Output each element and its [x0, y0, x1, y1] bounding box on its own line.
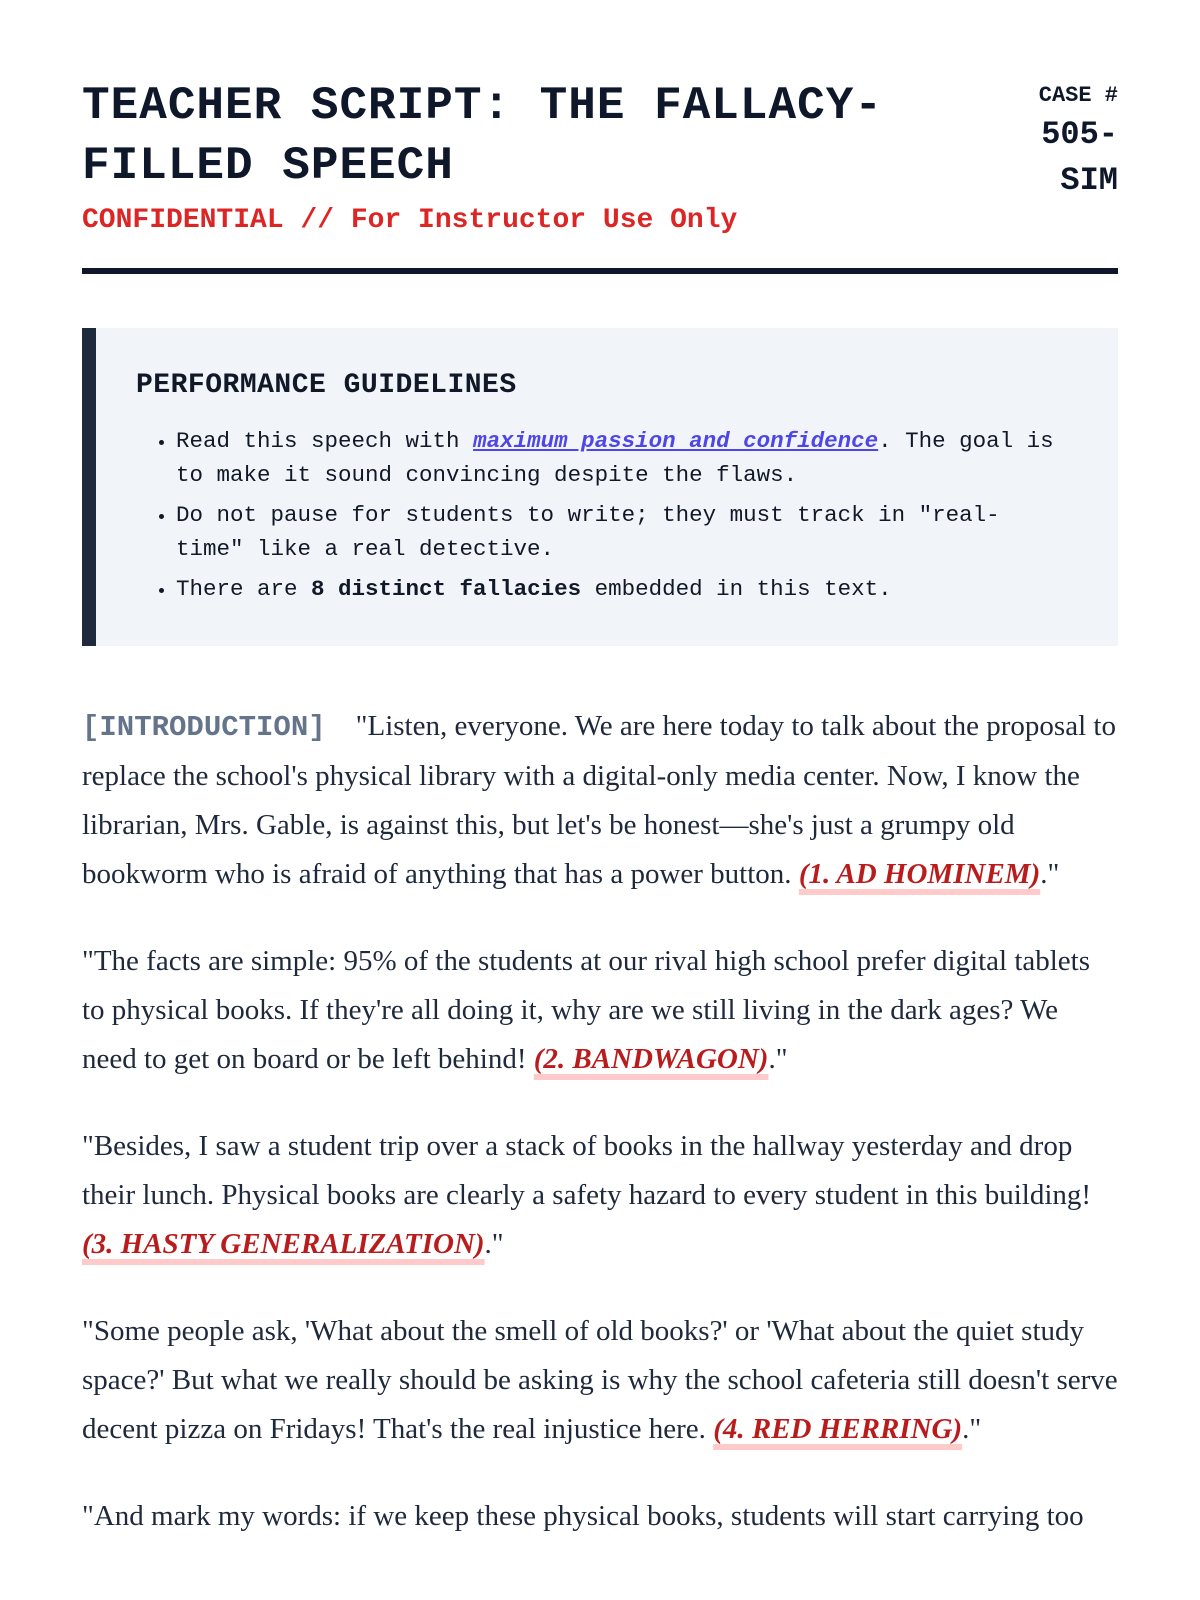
page-title: TEACHER SCRIPT: THE FALLACY-FILLED SPEECH — [82, 80, 883, 192]
paragraph-text: "Listen, everyone. We are here today to talk about the proposal to replace the school's physical library with a digital-only media center. Now, I know the librarian, Mrs. Gable, is against this, but let's be honest—she's just a grumpy old bookworm who is afraid of anything that has a power button. — [82, 710, 1116, 890]
paragraph-text: "And mark my words: if we keep these physical books, students will start carrying too — [82, 1500, 1084, 1532]
guideline-text: Do not pause for students to write; they must track in "real-time" like a real detective. — [176, 502, 1000, 562]
speech-paragraph — [82, 1307, 1118, 1454]
speech-paragraph — [82, 937, 1118, 1084]
paragraph-end: ." — [962, 1413, 982, 1445]
guideline-text: . The goal is to make it sound convincing despite the flaws. — [176, 428, 1054, 488]
guideline-item — [176, 424, 1058, 492]
fallacy-label: (4. RED HERRING) — [713, 1413, 963, 1445]
fallacy-label: (1. AD HOMINEM) — [798, 858, 1041, 890]
speech-body — [82, 702, 1118, 1541]
guideline-text: Read this speech with — [176, 428, 474, 454]
speech-paragraph — [82, 702, 1118, 899]
case-label: CASE # — [1038, 83, 1118, 108]
confidential-subtitle: CONFIDENTIAL // For Instructor Use Only — [82, 205, 738, 236]
guideline-text: embedded in this text. — [581, 576, 892, 602]
case-number: 505-SIM — [1041, 116, 1118, 199]
paragraph-text: "The facts are simple: 95% of the students at our rival high school prefer digital tablets to physical books. If they're all doing it, why are we still living in the dark ages? We need to get on board or be left behind! — [82, 945, 1091, 1075]
guideline-text: There are — [176, 576, 312, 602]
speech-paragraph — [82, 1122, 1118, 1269]
guideline-item — [176, 572, 1058, 606]
guidelines-heading: PERFORMANCE GUIDELINES — [136, 370, 517, 401]
fallacy-count: 8 distinct fallacies — [311, 576, 582, 602]
paragraph-end: ." — [768, 1043, 788, 1075]
paragraph-text: "Some people ask, 'What about the smell of old books?' or 'What about the quiet study space?' But what we really should be asking is why the school cafeteria still doesn't serve decent pizza on Fridays! That's the real injustice here. — [82, 1315, 1118, 1445]
emphasis-link[interactable]: maximum passion and confidence — [473, 428, 879, 454]
case-box — [998, 76, 1118, 204]
fallacy-label: (3. HASTY GENERALIZATION) — [82, 1228, 485, 1260]
paragraph-end: ." — [484, 1228, 504, 1260]
title-block — [82, 76, 942, 238]
guidelines-list — [136, 424, 1058, 606]
performance-guidelines-box — [82, 328, 1118, 646]
fallacy-label: (2. BANDWAGON) — [533, 1043, 769, 1075]
paragraph-end: ." — [1040, 858, 1060, 890]
paragraph-text: "Besides, I saw a student trip over a stack of books in the hallway yesterday and drop their lunch. Physical books are clearly a safety hazard to every student in this building! — [82, 1130, 1092, 1211]
section-tag: [INTRODUCTION] — [82, 711, 326, 744]
document-header — [82, 0, 1118, 274]
guideline-item — [176, 498, 1058, 566]
speech-paragraph — [82, 1492, 1118, 1541]
